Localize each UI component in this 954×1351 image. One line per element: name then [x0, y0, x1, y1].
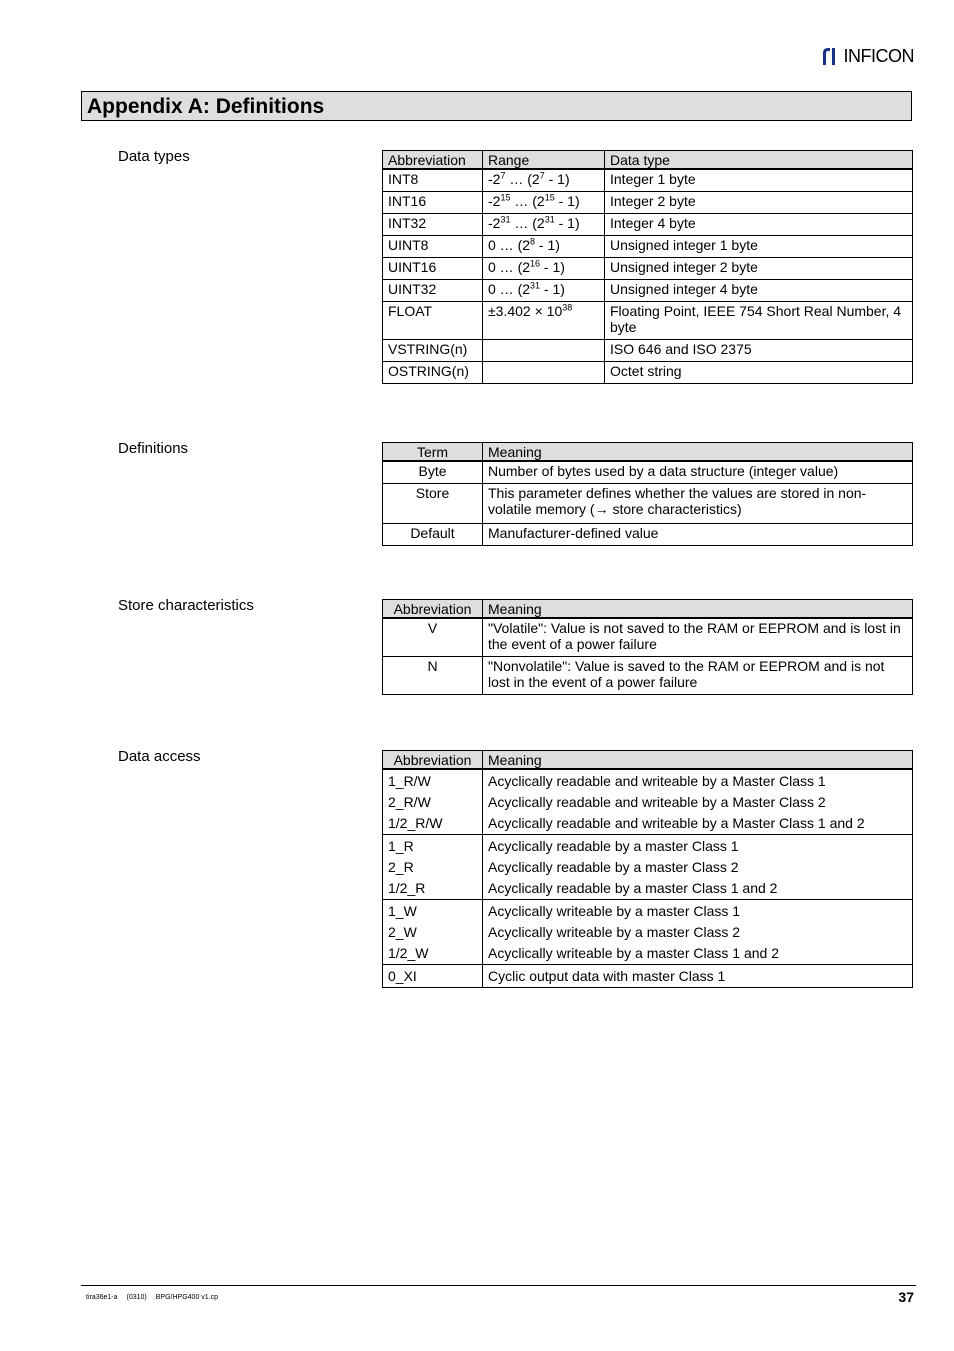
table-row	[383, 235, 913, 257]
column-header: Abbreviation	[383, 151, 483, 170]
range-cell: $-2^7$ … $(2^7 - 1)$	[483, 169, 605, 191]
data-types-table	[382, 150, 913, 384]
data-type-cell: Unsigned integer 4 byte	[605, 279, 913, 301]
range-cell: $\pm 3.402 \times 10^{38}$	[483, 301, 605, 339]
table-row	[383, 965, 913, 988]
range-cell: $-2^{31}$ … $(2^{31} - 1)$	[483, 213, 605, 235]
data-type-cell: Unsigned integer 1 byte	[605, 235, 913, 257]
table-row	[383, 769, 913, 835]
inficon-logo	[820, 44, 915, 68]
abbreviation-cell: INT16	[383, 191, 483, 213]
abbreviation-cell: 1_R/W 2_R/W 1/2_R/W	[383, 769, 483, 835]
abbreviation-cell: UINT16	[383, 257, 483, 279]
range-cell: 0 … $(2^{16} - 1)$	[483, 257, 605, 279]
meaning-cell: Number of bytes used by a data structure (integer value)	[483, 461, 913, 483]
meaning-cell: Cyclic output data with master Class 1	[483, 965, 913, 988]
section-label-data-access: Data access	[118, 748, 201, 765]
section-label-store-characteristics: Store characteristics	[118, 597, 254, 614]
table-row	[383, 169, 913, 191]
column-header: Meaning	[483, 443, 913, 462]
abbreviation-cell: FLOAT	[383, 301, 483, 339]
meaning-cell: Acyclically readable by a master Class 1 Acyclically readable by a master Class 2 Acyclically readable by a master Class 1 and 2	[483, 835, 913, 900]
table-row	[383, 618, 913, 656]
table-header-row	[383, 751, 913, 770]
section-label-data-types: Data types	[118, 148, 190, 165]
abbreviation-cell: 1_R 2_R 1/2_R	[383, 835, 483, 900]
data-type-cell: Floating Point, IEEE 754 Short Real Number, 4 byte	[605, 301, 913, 339]
meaning-cell: "Volatile": Value is not saved to the RAM or EEPROM and is lost in the event of a power failure	[483, 618, 913, 656]
abbreviation-cell: OSTRING(n)	[383, 361, 483, 383]
table-header-row	[383, 443, 913, 462]
table-row	[383, 279, 913, 301]
column-header: Data type	[605, 151, 913, 170]
column-header: Meaning	[483, 751, 913, 770]
data-type-cell: Integer 4 byte	[605, 213, 913, 235]
store-characteristics-table	[382, 599, 913, 695]
column-header: Term	[383, 443, 483, 462]
abbreviation-cell: VSTRING(n)	[383, 339, 483, 361]
table-row	[383, 191, 913, 213]
range-cell: 0 … $(2^8 - 1)$	[483, 235, 605, 257]
abbreviation-cell: 0_XI	[383, 965, 483, 988]
data-access-table	[382, 750, 913, 988]
section-label-definitions: Definitions	[118, 440, 189, 457]
range-cell: 0 … $(2^{31} - 1)$	[483, 279, 605, 301]
abbreviation-cell: UINT8	[383, 235, 483, 257]
definitions-table	[382, 442, 913, 546]
column-header: Meaning	[483, 600, 913, 619]
table-row	[383, 835, 913, 900]
range-cell: $-2^{15}$ … $(2^{15} - 1)$	[483, 191, 605, 213]
abbreviation-cell: 1_W 2_W 1/2_W	[383, 900, 483, 965]
footer-file: BPG/HPG400 v1.cp	[155, 1294, 219, 1301]
footer-doc-id: tira36e1-a	[86, 1294, 118, 1301]
table-row	[383, 461, 913, 483]
meaning-cell: This parameter defines whether the values are stored in non-volatile memory (→ store characteristics)	[483, 483, 913, 523]
page-title-bar	[81, 91, 912, 121]
table-row	[383, 339, 913, 361]
footer-meta	[86, 1294, 218, 1301]
data-type-cell: Unsigned integer 2 byte	[605, 257, 913, 279]
abbreviation-cell: N	[383, 656, 483, 694]
footer-divider	[81, 1285, 916, 1286]
term-cell: Byte	[383, 461, 483, 483]
table-row	[383, 483, 913, 523]
range-cell	[483, 361, 605, 383]
term-cell: Default	[383, 523, 483, 545]
meaning-cell: Manufacturer-defined value	[483, 523, 913, 545]
inficon-logo-mark-icon	[820, 45, 842, 67]
data-type-cell: Integer 1 byte	[605, 169, 913, 191]
abbreviation-cell: INT32	[383, 213, 483, 235]
table-header-row	[383, 151, 913, 170]
data-type-cell: Integer 2 byte	[605, 191, 913, 213]
footer-date-code: (0310)	[126, 1294, 147, 1301]
term-cell: Store	[383, 483, 483, 523]
meaning-cell: Acyclically readable and writeable by a Master Class 1 Acyclically readable and writeable by a Master Class 2 Acyclically readable and writeable by a Master Class 1 and 2	[483, 769, 913, 835]
table-row	[383, 361, 913, 383]
table-row	[383, 523, 913, 545]
abbreviation-cell: INT8	[383, 169, 483, 191]
meaning-cell: Acyclically writeable by a master Class 1 Acyclically writeable by a master Class 2 Acyclically writeable by a master Class 1 and 2	[483, 900, 913, 965]
data-type-cell: ISO 646 and ISO 2375	[605, 339, 913, 361]
abbreviation-cell: V	[383, 618, 483, 656]
table-row	[383, 656, 913, 694]
abbreviation-cell: UINT32	[383, 279, 483, 301]
column-header: Abbreviation	[383, 600, 483, 619]
table-row	[383, 900, 913, 965]
table-header-row	[383, 600, 913, 619]
table-row	[383, 213, 913, 235]
table-row	[383, 301, 913, 339]
column-header: Abbreviation	[383, 751, 483, 770]
page-number: 37	[898, 1289, 914, 1305]
table-row	[383, 257, 913, 279]
meaning-cell: "Nonvolatile": Value is saved to the RAM or EEPROM and is not lost in the event of a power failure	[483, 656, 913, 694]
range-cell	[483, 339, 605, 361]
page-title: Appendix A: Definitions	[87, 95, 325, 118]
column-header: Range	[483, 151, 605, 170]
logo-wordmark: INFICON	[843, 45, 914, 66]
data-type-cell: Octet string	[605, 361, 913, 383]
